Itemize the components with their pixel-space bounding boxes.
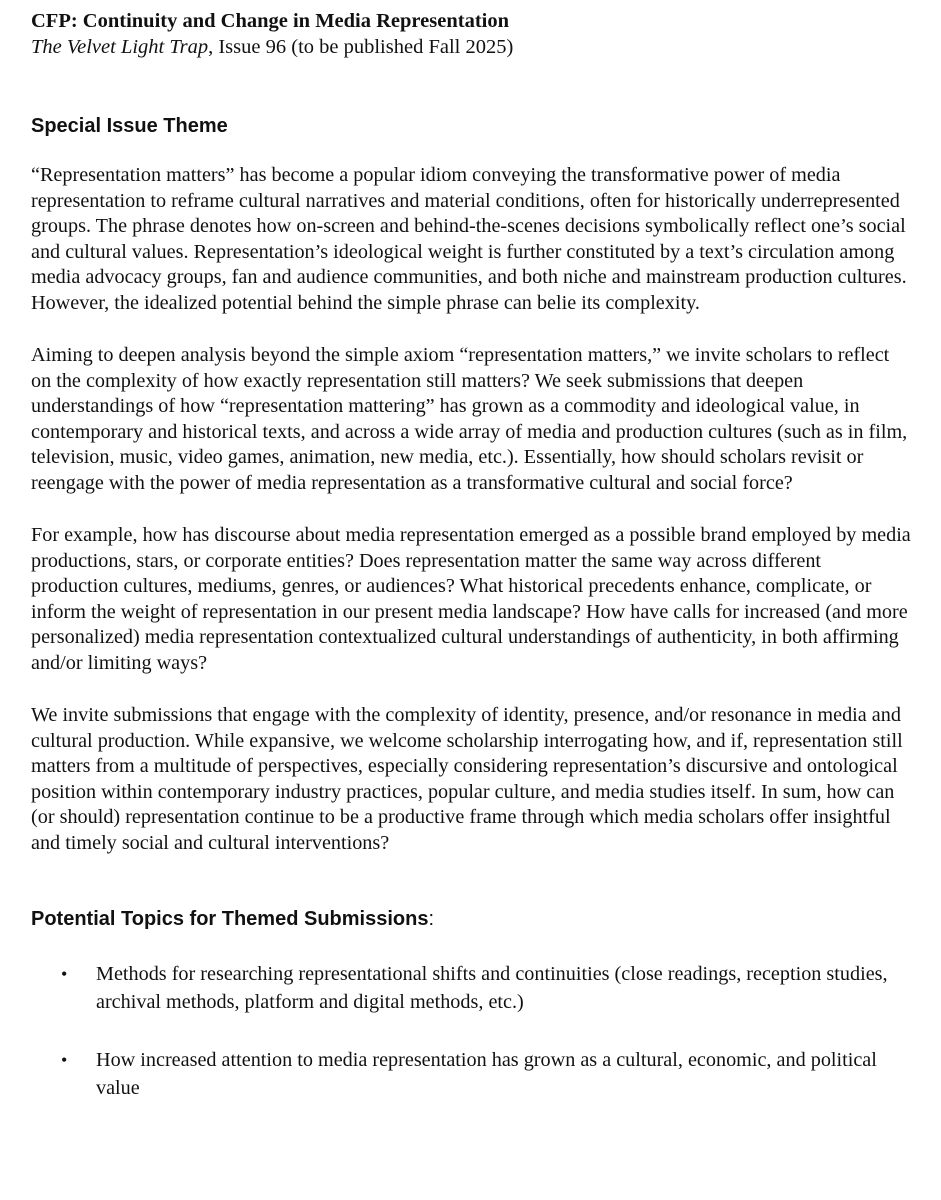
- theme-paragraph-2: Aiming to deepen analysis beyond the simple axiom “representation matters,” we invite scholars to reflect on the complexity of how exactly representation still matters? We seek submissions that deepen understandings of how “representation mattering” has grown as a commodity and ideological value, in contemporary and historical texts, and across a wide array of media and production cultures (such as in film, television, music, video games, animation, new media, etc.). Essentially, how should scholars revisit or reengage with the power of media representation as a transformative cultural and social force?: [31, 344, 908, 494]
- list-item-text: How increased attention to media representation has grown as a cultural, economic, and political value: [96, 1049, 877, 1099]
- list-item: [31, 1046, 911, 1102]
- potential-topics-heading: [31, 906, 911, 932]
- theme-paragraph-1: “Representation matters” has become a popular idiom conveying the transformative power of media representation to reframe cultural narratives and material conditions, often for historically underrepresented groups. The phrase denotes how on-screen and behind-the-scenes decisions symbolically reflect one’s social and cultural values. Representation’s ideological weight is further constituted by a text’s circulation among media advocacy groups, fan and audience communities, and both niche and mainstream production cultures. However, the idealized potential behind the simple phrase can belie its complexity.: [31, 164, 907, 314]
- document-subtitle: [31, 34, 911, 60]
- bullet-icon: •: [61, 1050, 68, 1070]
- theme-paragraph-3: For example, how has discourse about media representation emerged as a possible brand employed by media productions, stars, or corporate entities? Does representation matter the same way across different production cultures, mediums, genres, or audiences? What historical precedents enhance, complicate, or inform the weight of representation in our present media landscape? How have calls for increased (and more personalized) media representation contextualized cultural understandings of authenticity, in both affirming and/or limiting ways?: [31, 524, 911, 674]
- document-title: CFP: Continuity and Change in Media Representation: [31, 10, 509, 32]
- topics-list: [31, 960, 911, 1102]
- list-item: [31, 960, 911, 1016]
- potential-topics-heading-text: Potential Topics for Themed Submissions: [31, 908, 429, 930]
- bullet-icon: •: [61, 964, 68, 984]
- document-page: [31, 8, 911, 1132]
- list-item-text: Methods for researching representational shifts and continuities (close readings, reception studies, archival methods, platform and digital methods, etc.): [96, 963, 888, 1013]
- special-issue-theme-heading: Special Issue Theme: [31, 115, 228, 137]
- journal-name: The Velvet Light Trap: [31, 36, 209, 58]
- issue-info: , Issue 96 (to be published Fall 2025): [208, 36, 514, 58]
- theme-paragraph-4: We invite submissions that engage with the complexity of identity, presence, and/or resonance in media and cultural production. While expansive, we welcome scholarship interrogating how, and if, representation still matters from a multitude of perspectives, especially considering representation’s discursive and ontological position within contemporary industry practices, popular culture, and media studies itself. In sum, how can (or should) representation continue to be a productive frame through which media scholars offer insightful and timely social and cultural interventions?: [31, 704, 903, 854]
- potential-topics-heading-colon: :: [428, 908, 435, 930]
